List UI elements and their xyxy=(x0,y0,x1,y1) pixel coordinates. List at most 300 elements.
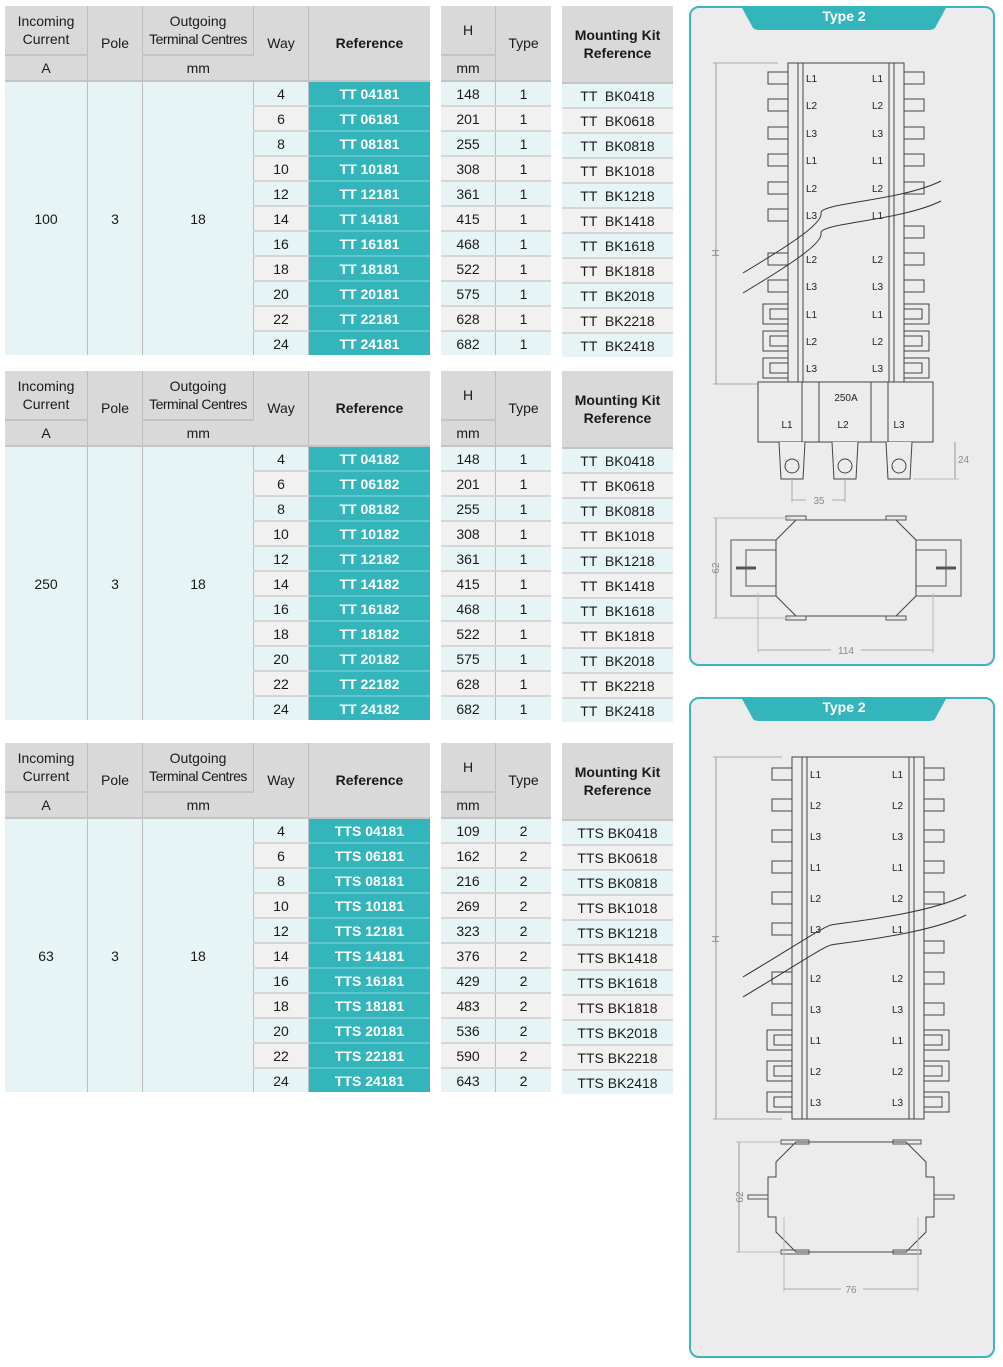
header-mounting-kit xyxy=(562,743,673,820)
header-row xyxy=(441,6,551,55)
dimension-h-label: H xyxy=(711,249,722,257)
header-reference: Reference xyxy=(309,6,431,81)
table-row xyxy=(441,696,551,720)
terminal-centres-value: 18 xyxy=(143,818,254,1092)
table-row xyxy=(441,943,551,968)
h-cell: 522 xyxy=(441,256,496,281)
table-row xyxy=(562,995,673,1020)
terminal-clamp xyxy=(763,331,788,351)
header-row xyxy=(441,371,551,420)
table-row xyxy=(562,283,673,308)
type-cell: 1 xyxy=(496,546,552,571)
phase-label: L2 xyxy=(810,801,822,812)
terminal-tab xyxy=(768,127,788,139)
header-terminal-centres: Terminal Centres xyxy=(149,768,247,784)
h-cell: 468 xyxy=(441,596,496,621)
unit-mm: mm xyxy=(143,55,254,81)
table-row xyxy=(562,183,673,208)
table-row xyxy=(441,546,551,571)
way-cell: 22 xyxy=(254,306,309,331)
type-cell: 1 xyxy=(496,521,552,546)
table-row xyxy=(441,181,551,206)
break-line xyxy=(743,915,966,997)
table-row xyxy=(562,648,673,673)
table-row xyxy=(441,646,551,671)
way-cell: 24 xyxy=(254,331,309,355)
way-cell: 20 xyxy=(254,1018,309,1043)
reference-cell: TT 24181 xyxy=(309,331,431,355)
dimension-width-label: 114 xyxy=(838,646,854,657)
table-row xyxy=(562,673,673,698)
phase-label: L3 xyxy=(872,129,884,140)
terminal-tab xyxy=(772,768,792,780)
h-cell: 308 xyxy=(441,156,496,181)
mounting-kit-cell: TT BK2418 xyxy=(562,698,673,722)
type-cell: 2 xyxy=(496,993,552,1018)
h-cell: 682 xyxy=(441,696,496,720)
header-reference: Reference xyxy=(309,371,431,446)
phase-label: L1 xyxy=(806,310,818,321)
header-row xyxy=(562,6,673,83)
product-table xyxy=(5,371,430,720)
terminal-tab xyxy=(924,799,944,811)
mounting-kit-cell: TTS BK1818 xyxy=(562,995,673,1020)
header-way: Way xyxy=(254,6,309,81)
table-block-250a xyxy=(5,371,673,721)
way-cell: 16 xyxy=(254,596,309,621)
header-row xyxy=(441,743,551,792)
reference-cell: TT 24182 xyxy=(309,696,431,720)
header-mounting-kit xyxy=(562,371,673,448)
table-row xyxy=(441,1043,551,1068)
type-cell: 2 xyxy=(496,868,552,893)
table-block-63a xyxy=(5,743,673,1093)
mounting-kit-cell: TTS BK1218 xyxy=(562,920,673,945)
bracket-body xyxy=(776,520,916,616)
header-outgoing-label: Outgoing xyxy=(169,13,227,29)
terminal-label: L2 xyxy=(837,420,849,431)
h-cell: 575 xyxy=(441,646,496,671)
table-row xyxy=(562,945,673,970)
table-row xyxy=(562,895,673,920)
terminal-tab xyxy=(768,253,788,265)
terminal-tab xyxy=(768,99,788,111)
type-cell: 1 xyxy=(496,646,552,671)
header-mounting-kit-label: Mounting Kit xyxy=(574,764,661,780)
table-row xyxy=(562,970,673,995)
dimension-height-label: 62 xyxy=(735,1191,746,1203)
h-cell: 216 xyxy=(441,868,496,893)
header-type: Type xyxy=(496,371,552,446)
h-cell: 628 xyxy=(441,671,496,696)
type-cell: 1 xyxy=(496,331,552,355)
terminal-tab xyxy=(904,154,924,166)
header-outgoing xyxy=(143,6,254,55)
phase-label: L1 xyxy=(872,156,884,167)
table-row xyxy=(441,331,551,355)
terminal-tab xyxy=(772,1003,792,1015)
h-cell: 148 xyxy=(441,446,496,471)
table-block-100a xyxy=(5,6,673,356)
table-row xyxy=(441,621,551,646)
phase-label: L1 xyxy=(806,156,818,167)
terminal-tab xyxy=(904,253,924,265)
type-cell: 2 xyxy=(496,843,552,868)
header-row xyxy=(562,743,673,820)
lug-hole xyxy=(838,459,852,473)
unit-mm: mm xyxy=(143,420,254,446)
type-cell: 1 xyxy=(496,206,552,231)
table-row xyxy=(441,818,551,843)
way-cell: 16 xyxy=(254,968,309,993)
reference-cell: TTS 08181 xyxy=(309,868,431,893)
h-cell: 148 xyxy=(441,81,496,106)
type-cell: 1 xyxy=(496,106,552,131)
table-row xyxy=(562,920,673,945)
reference-cell: TT 12181 xyxy=(309,181,431,206)
mounting-kit-cell: TT BK2018 xyxy=(562,648,673,673)
break-line xyxy=(743,181,941,273)
way-cell: 10 xyxy=(254,893,309,918)
phase-label: L2 xyxy=(892,974,904,985)
reference-cell: TT 08181 xyxy=(309,131,431,156)
mounting-kit-cell: TTS BK0418 xyxy=(562,820,673,845)
phase-label: L2 xyxy=(892,1067,904,1078)
reference-cell: TT 16181 xyxy=(309,231,431,256)
mounting-kit-cell: TT BK1018 xyxy=(562,158,673,183)
h-cell: 575 xyxy=(441,281,496,306)
terminal-clamp xyxy=(767,1030,792,1050)
h-cell: 201 xyxy=(441,471,496,496)
header-reference: Reference xyxy=(309,743,431,818)
terminal-clamp xyxy=(763,304,788,324)
phase-label: L3 xyxy=(892,1098,904,1109)
mounting-kit-cell: TT BK0818 xyxy=(562,498,673,523)
type-diagram-panel-2 xyxy=(689,697,995,1358)
terminal-label: L1 xyxy=(781,420,793,431)
unit-amps: A xyxy=(5,55,88,81)
h-cell: 361 xyxy=(441,181,496,206)
type-cell: 2 xyxy=(496,918,552,943)
type-cell: 1 xyxy=(496,696,552,720)
mounting-kit-cell: TTS BK2018 xyxy=(562,1020,673,1045)
type-cell: 1 xyxy=(496,306,552,331)
phase-label: L1 xyxy=(892,863,904,874)
phase-label: L3 xyxy=(810,832,822,843)
header-mounting-kit-label: Mounting Kit xyxy=(574,392,661,408)
mounting-kit-cell: TT BK1618 xyxy=(562,598,673,623)
way-cell: 4 xyxy=(254,818,309,843)
header-row xyxy=(5,6,430,55)
way-cell: 4 xyxy=(254,446,309,471)
table-row xyxy=(441,671,551,696)
table-row xyxy=(441,993,551,1018)
h-cell: 682 xyxy=(441,331,496,355)
dimension-pitch-label: 35 xyxy=(813,496,825,507)
terminal-tab xyxy=(924,861,944,873)
terminal-tab xyxy=(772,923,792,935)
table-row xyxy=(441,496,551,521)
table-row xyxy=(441,206,551,231)
terminal-label: L3 xyxy=(893,420,905,431)
table-row xyxy=(441,81,551,106)
unit-amps: A xyxy=(5,420,88,446)
table-row xyxy=(441,893,551,918)
reference-cell: TTS 22181 xyxy=(309,1043,431,1068)
phase-label: L2 xyxy=(872,255,884,266)
type-diagram-panel-1 xyxy=(689,6,995,666)
phase-label: L2 xyxy=(810,974,822,985)
header-h: H xyxy=(441,743,496,792)
h-cell: 415 xyxy=(441,571,496,596)
header-terminal-centres: Terminal Centres xyxy=(149,31,247,47)
type-cell: 1 xyxy=(496,81,552,106)
way-cell: 18 xyxy=(254,993,309,1018)
phase-label: L3 xyxy=(806,129,818,140)
phase-label: L1 xyxy=(892,1036,904,1047)
bracket-pin xyxy=(748,1195,768,1199)
header-outgoing xyxy=(143,371,254,420)
h-cell: 415 xyxy=(441,206,496,231)
mounting-kit-cell: TT BK2418 xyxy=(562,333,673,357)
rating-label: 250A xyxy=(834,393,858,404)
terminal-clamp xyxy=(904,358,929,378)
reference-cell: TT 22182 xyxy=(309,671,431,696)
table-row xyxy=(5,81,430,106)
bracket-body xyxy=(768,1142,934,1252)
reference-cell: TT 06181 xyxy=(309,106,431,131)
reference-cell: TTS 12181 xyxy=(309,918,431,943)
table-row xyxy=(441,131,551,156)
h-cell: 468 xyxy=(441,231,496,256)
h-cell: 323 xyxy=(441,918,496,943)
terminal-tab xyxy=(904,72,924,84)
mounting-kit-cell: TT BK0618 xyxy=(562,473,673,498)
type-cell: 1 xyxy=(496,446,552,471)
unit-h-mm: mm xyxy=(441,55,496,81)
terminal-clamp xyxy=(924,1092,949,1112)
phase-label: L1 xyxy=(806,74,818,85)
terminal-tab xyxy=(904,99,924,111)
type-cell: 1 xyxy=(496,256,552,281)
way-cell: 12 xyxy=(254,546,309,571)
type-cell: 1 xyxy=(496,231,552,256)
h-cell: 201 xyxy=(441,106,496,131)
mounting-kit-cell: TT BK1018 xyxy=(562,523,673,548)
phase-label: L2 xyxy=(892,801,904,812)
phase-label: L3 xyxy=(806,282,818,293)
mounting-kit-cell: TTS BK2218 xyxy=(562,1045,673,1070)
table-row xyxy=(441,231,551,256)
table-row xyxy=(562,698,673,722)
terminal-tab xyxy=(772,861,792,873)
incoming-current-value: 100 xyxy=(5,81,88,355)
header-way: Way xyxy=(254,743,309,818)
terminal-tab xyxy=(772,830,792,842)
type-cell: 1 xyxy=(496,596,552,621)
header-h: H xyxy=(441,6,496,55)
type-cell: 1 xyxy=(496,281,552,306)
busbar-diagram-type1 xyxy=(691,8,993,664)
header-row xyxy=(5,743,430,792)
terminal-tab xyxy=(768,209,788,221)
phase-label: L3 xyxy=(892,832,904,843)
mounting-kit-cell: TT BK1818 xyxy=(562,258,673,283)
table-row xyxy=(5,818,430,843)
terminal-clamp xyxy=(904,331,929,351)
header-pole: Pole xyxy=(88,371,143,446)
way-cell: 8 xyxy=(254,496,309,521)
h-cell: 628 xyxy=(441,306,496,331)
phase-label: L1 xyxy=(872,211,884,222)
way-cell: 22 xyxy=(254,671,309,696)
reference-cell: TT 20182 xyxy=(309,646,431,671)
table-row xyxy=(562,573,673,598)
terminal-tab xyxy=(924,768,944,780)
dimension-lug-label: 24 xyxy=(958,455,970,466)
terminal-tab xyxy=(924,892,944,904)
way-cell: 10 xyxy=(254,521,309,546)
way-cell: 14 xyxy=(254,571,309,596)
mounting-kit-cell: TT BK1418 xyxy=(562,208,673,233)
table-row xyxy=(441,256,551,281)
phase-label: L1 xyxy=(892,925,904,936)
table-row xyxy=(562,108,673,133)
terminal-tab xyxy=(904,280,924,292)
header-terminal-centres: Terminal Centres xyxy=(149,396,247,412)
table-row xyxy=(562,1070,673,1094)
header-mounting-kit-label: Mounting Kit xyxy=(574,27,661,43)
terminal-tab xyxy=(924,830,944,842)
table-row xyxy=(441,521,551,546)
type-cell: 2 xyxy=(496,818,552,843)
type-cell: 2 xyxy=(496,968,552,993)
phase-label: L2 xyxy=(810,894,822,905)
dimension-width-label: 76 xyxy=(845,1285,857,1296)
dimension-h-label: H xyxy=(711,935,722,943)
h-cell: 429 xyxy=(441,968,496,993)
header-mounting-kit xyxy=(562,6,673,83)
way-cell: 10 xyxy=(254,156,309,181)
mounting-kit-cell: TT BK1818 xyxy=(562,623,673,648)
incoming-current-value: 63 xyxy=(5,818,88,1092)
terminal-tab xyxy=(904,226,924,238)
terminal-block xyxy=(758,382,933,442)
way-cell: 24 xyxy=(254,696,309,720)
table-row xyxy=(562,498,673,523)
way-cell: 12 xyxy=(254,918,309,943)
mounting-kit-cell: TTS BK1418 xyxy=(562,945,673,970)
type-cell: 1 xyxy=(496,131,552,156)
way-cell: 14 xyxy=(254,206,309,231)
way-cell: 4 xyxy=(254,81,309,106)
reference-cell: TT 04182 xyxy=(309,446,431,471)
table-row xyxy=(562,208,673,233)
reference-cell: TTS 04181 xyxy=(309,818,431,843)
way-cell: 14 xyxy=(254,943,309,968)
header-incoming-current: Incoming Current xyxy=(5,743,88,792)
reference-cell: TT 16182 xyxy=(309,596,431,621)
way-cell: 20 xyxy=(254,646,309,671)
table-row xyxy=(562,333,673,357)
h-cell: 109 xyxy=(441,818,496,843)
mounting-kit-cell: TTS BK1018 xyxy=(562,895,673,920)
table-row xyxy=(562,523,673,548)
header-row xyxy=(562,371,673,448)
terminal-clamp xyxy=(767,1061,792,1081)
terminal-clamp xyxy=(904,304,929,324)
reference-cell: TT 14182 xyxy=(309,571,431,596)
lug-hole xyxy=(785,459,799,473)
product-table xyxy=(5,743,430,1092)
header-mounting-reference: Reference xyxy=(583,410,652,426)
break-line xyxy=(743,201,941,293)
phase-label: L1 xyxy=(872,310,884,321)
reference-cell: TT 18182 xyxy=(309,621,431,646)
break-line xyxy=(743,895,966,977)
reference-cell: TTS 14181 xyxy=(309,943,431,968)
mounting-kit-cell: TTS BK0618 xyxy=(562,845,673,870)
mounting-kit-cell: TT BK2018 xyxy=(562,283,673,308)
terminal-tab xyxy=(768,72,788,84)
table-row xyxy=(441,1068,551,1092)
phase-label: L3 xyxy=(872,364,884,375)
terminal-tab xyxy=(772,892,792,904)
type-cell: 2 xyxy=(496,1018,552,1043)
phase-label: L2 xyxy=(810,1067,822,1078)
unit-h-mm: mm xyxy=(441,420,496,446)
header-pole: Pole xyxy=(88,743,143,818)
height-type-table xyxy=(441,6,551,355)
reference-cell: TTS 16181 xyxy=(309,968,431,993)
pole-value: 3 xyxy=(88,81,143,355)
phase-label: L2 xyxy=(872,337,884,348)
table-row xyxy=(441,106,551,131)
table-row xyxy=(441,471,551,496)
phase-label: L1 xyxy=(810,863,822,874)
reference-cell: TTS 20181 xyxy=(309,1018,431,1043)
type-cell: 2 xyxy=(496,893,552,918)
table-row xyxy=(562,158,673,183)
terminal-clamp xyxy=(767,1092,792,1112)
mounting-kit-table xyxy=(562,371,673,722)
mounting-kit-cell: TT BK0818 xyxy=(562,133,673,158)
phase-label: L3 xyxy=(872,282,884,293)
mounting-kit-cell: TT BK2218 xyxy=(562,308,673,333)
phase-label: L1 xyxy=(892,770,904,781)
mounting-kit-cell: TT BK1618 xyxy=(562,233,673,258)
h-cell: 361 xyxy=(441,546,496,571)
h-cell: 522 xyxy=(441,621,496,646)
phase-label: L1 xyxy=(872,74,884,85)
terminal-tab xyxy=(904,127,924,139)
type-cell: 2 xyxy=(496,1043,552,1068)
table-row xyxy=(441,281,551,306)
h-cell: 255 xyxy=(441,131,496,156)
table-row xyxy=(562,258,673,283)
phase-label: L2 xyxy=(872,184,884,195)
bracket-slot xyxy=(886,616,906,620)
header-pole: Pole xyxy=(88,6,143,81)
phase-label: L2 xyxy=(806,337,818,348)
type-cell: 1 xyxy=(496,181,552,206)
reference-cell: TT 10182 xyxy=(309,521,431,546)
reference-cell: TT 08182 xyxy=(309,496,431,521)
table-row xyxy=(441,843,551,868)
table-row xyxy=(441,571,551,596)
type-cell: 1 xyxy=(496,496,552,521)
mounting-kit-cell: TT BK2218 xyxy=(562,673,673,698)
